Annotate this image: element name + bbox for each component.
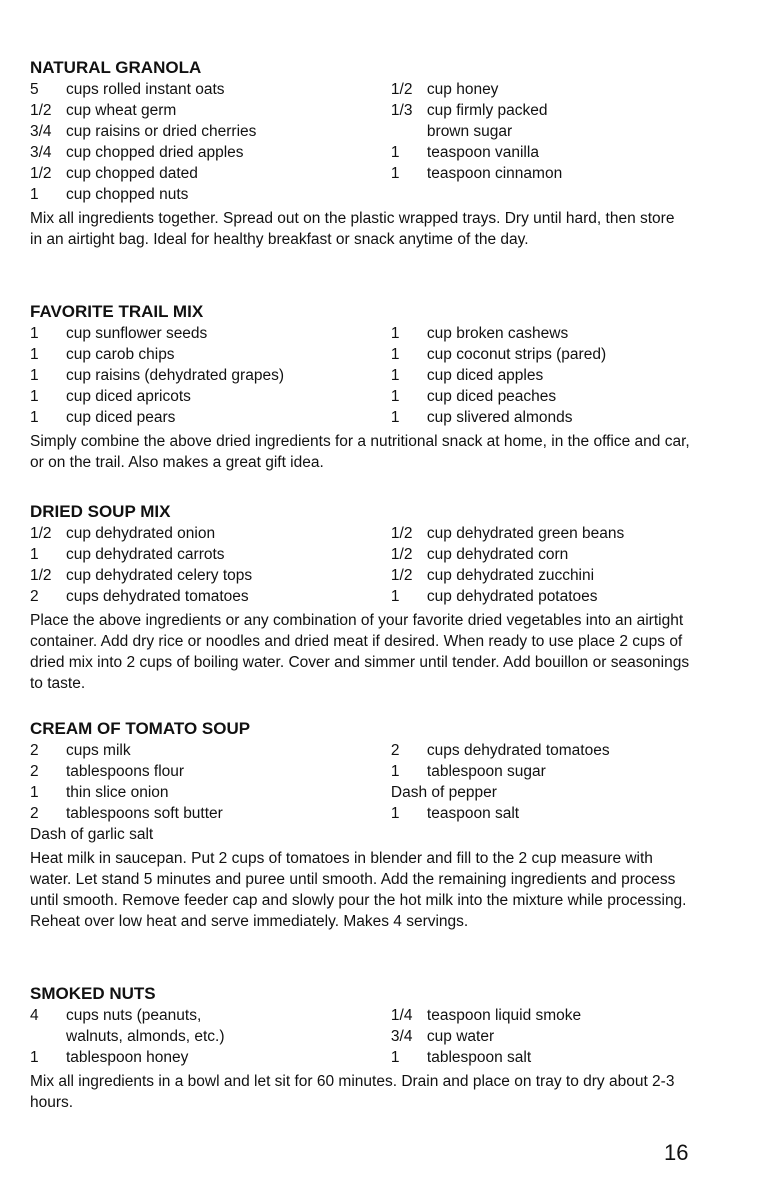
ingredient-row (391, 544, 690, 565)
recipe-title: NATURAL GRANOLA (30, 58, 202, 77)
ingredient-item: tablespoon sugar (426, 763, 546, 780)
ingredient-qty: 1/2 (30, 567, 52, 584)
ingredient-qty: 1/2 (390, 567, 413, 584)
recipe-title: CREAM OF TOMATO SOUP (30, 719, 251, 738)
recipe-smoked-nuts (30, 984, 690, 1113)
ingredient-qty: 1/3 (390, 102, 413, 119)
ingredient-qty: 1 (30, 409, 39, 426)
ingredient-item: walnuts, almonds, etc.) (66, 1028, 225, 1045)
ingredient-row (391, 565, 690, 586)
ingredient-row (30, 407, 391, 428)
ingredient-item: thin slice onion (66, 784, 169, 801)
ingredient-row (30, 386, 391, 407)
recipe-instructions: Place the above ingredients or any combination of your favorite dried vegetables into an airtight container. Add dry rice or noodles and dried meat if desired. When ready to use place 2 cups of dried mix into 2 cups of boiling water. Cover and simmer until tender. Add bouillon or seasonings to taste. (30, 612, 690, 692)
ingredients-left (30, 1005, 391, 1068)
ingredient-qty: 1 (30, 784, 39, 801)
ingredient-qty: 1 (390, 388, 400, 405)
ingredient-row (30, 523, 391, 544)
ingredient-qty: 3/4 (30, 123, 52, 140)
ingredient-qty: 1 (390, 763, 400, 780)
ingredients-right (391, 323, 690, 428)
ingredient-qty (30, 1026, 66, 1047)
ingredient-row (391, 344, 690, 365)
ingredient-columns (30, 323, 690, 428)
ingredient-row (391, 365, 690, 386)
ingredient-item: teaspoon vanilla (426, 144, 539, 161)
ingredient-qty: 1/2 (30, 525, 52, 542)
ingredient-item: cup water (426, 1028, 495, 1045)
ingredient-columns (30, 79, 690, 205)
ingredient-qty: 1 (30, 346, 39, 363)
ingredient-item: cup raisins or dried cherries (66, 123, 257, 140)
ingredient-row (30, 142, 391, 163)
ingredient-item: cup dehydrated carrots (66, 546, 225, 563)
ingredient-columns (30, 1005, 690, 1068)
ingredient-row (30, 1047, 391, 1068)
ingredient-item: cup raisins (dehydrated grapes) (66, 367, 284, 384)
recipe-instructions: Heat milk in saucepan. Put 2 cups of tomatoes in blender and fill to the 2 cup measure with water. Let stand 5 minutes and puree until smooth. Add the remaining ingredients and process until smooth. Remove feeder cap and slowly pour the hot milk into the mixture while processing. Reheat over low heat and serve immediately. Makes 4 servings. (30, 850, 687, 930)
ingredient-row (30, 1005, 391, 1026)
page-number: 16 (664, 1140, 689, 1165)
ingredient-row (391, 407, 690, 428)
ingredient-item: cup diced pears (66, 409, 176, 426)
ingredients-right (391, 79, 690, 205)
ingredient-row (391, 1047, 690, 1068)
ingredient-row (391, 740, 690, 761)
ingredient-qty: 1/4 (390, 1007, 413, 1024)
ingredient-item: cup wheat germ (66, 102, 177, 119)
ingredient-qty: 1 (390, 325, 400, 342)
ingredient-row (391, 782, 690, 803)
ingredient-qty: 1 (390, 409, 400, 426)
ingredient-row (30, 740, 391, 761)
ingredient-item: cups dehydrated tomatoes (426, 742, 610, 759)
ingredient-item: cup dehydrated potatoes (426, 588, 598, 605)
ingredient-qty: 2 (30, 742, 39, 759)
ingredient-row (30, 344, 391, 365)
ingredient-row (30, 544, 391, 565)
ingredient-row (391, 1005, 690, 1026)
ingredients-left (30, 740, 391, 845)
ingredient-item: cup diced peaches (426, 388, 557, 405)
ingredient-qty: 1 (390, 144, 400, 161)
ingredient-row (391, 163, 690, 184)
ingredient-item: cup chopped dried apples (66, 144, 244, 161)
ingredient-item: cup sunflower seeds (66, 325, 208, 342)
ingredient-item: brown sugar (426, 123, 513, 140)
ingredient-item: cup chopped dated (66, 165, 198, 182)
ingredient-row (391, 761, 690, 782)
ingredient-item: teaspoon cinnamon (426, 165, 563, 182)
recipe-title: FAVORITE TRAIL MIX (30, 302, 204, 321)
ingredient-qty: 1/2 (390, 546, 413, 563)
recipe-instructions: Simply combine the above dried ingredients for a nutritional snack at home, in the office and car, or on the trail. Also makes a great gift idea. (30, 433, 690, 471)
recipe-title: DRIED SOUP MIX (30, 502, 171, 521)
ingredient-item: cup honey (426, 81, 499, 98)
ingredient-row (391, 142, 690, 163)
ingredient-row (391, 100, 690, 121)
ingredient-columns (30, 740, 690, 845)
ingredient-qty: 1/2 (390, 525, 413, 542)
ingredient-row (391, 323, 690, 344)
ingredient-item: tablespoons soft butter (66, 805, 223, 822)
ingredient-qty: 3/4 (390, 1028, 413, 1045)
ingredient-row (30, 565, 391, 586)
ingredient-row (30, 323, 391, 344)
ingredient-item: cup firmly packed (426, 102, 548, 119)
ingredient-item: teaspoon liquid smoke (426, 1007, 582, 1024)
ingredient-item: cup carob chips (66, 346, 175, 363)
recipe-title: SMOKED NUTS (30, 984, 156, 1003)
ingredient-item: Dash of pepper (390, 784, 497, 801)
recipe-dried-soup-mix (30, 502, 690, 694)
recipe-instructions: Mix all ingredients together. Spread out on the plastic wrapped trays. Dry until hard, then store in an airtight bag. Ideal for healthy breakfast or snack anytime of the day. (30, 210, 675, 248)
ingredient-qty: 4 (30, 1007, 39, 1024)
ingredient-item: cup dehydrated celery tops (66, 567, 253, 584)
ingredient-qty: 1/2 (390, 81, 413, 98)
ingredient-item: cups nuts (peanuts, (66, 1007, 202, 1024)
ingredient-row (30, 824, 391, 845)
ingredient-qty: 2 (30, 763, 39, 780)
ingredient-row (391, 586, 690, 607)
ingredient-item: cup dehydrated zucchini (426, 567, 595, 584)
ingredient-qty: 2 (390, 742, 400, 759)
recipe-cream-of-tomato-soup (30, 719, 690, 932)
ingredient-qty: 1 (390, 165, 400, 182)
ingredient-item: cup coconut strips (pared) (426, 346, 607, 363)
ingredient-item: cup slivered almonds (426, 409, 573, 426)
ingredient-columns (30, 523, 690, 607)
ingredient-item: cups rolled instant oats (66, 81, 225, 98)
ingredient-row (30, 761, 391, 782)
ingredient-item: Dash of garlic salt (30, 826, 154, 843)
ingredient-qty: 1 (30, 367, 39, 384)
ingredient-qty: 2 (30, 805, 39, 822)
ingredient-row (391, 121, 690, 142)
ingredient-item: teaspoon salt (426, 805, 520, 822)
ingredient-row (391, 523, 690, 544)
ingredients-left (30, 323, 391, 428)
ingredient-item: cup broken cashews (426, 325, 569, 342)
ingredient-qty: 1 (390, 1049, 400, 1066)
ingredient-qty (391, 121, 427, 142)
ingredient-qty: 1 (390, 367, 400, 384)
ingredient-qty: 1/2 (30, 165, 52, 182)
ingredient-qty: 1 (390, 805, 400, 822)
ingredient-row (391, 386, 690, 407)
ingredient-row (391, 1026, 690, 1047)
ingredient-item: tablespoons flour (66, 763, 185, 780)
ingredient-item: cup diced apricots (66, 388, 191, 405)
ingredient-qty: 1 (30, 186, 39, 203)
ingredient-row (30, 79, 391, 100)
recipe-instructions: Mix all ingredients in a bowl and let sit for 60 minutes. Drain and place on tray to dry about 2-3 hours. (30, 1073, 675, 1111)
ingredients-right (391, 1005, 690, 1068)
ingredient-row (30, 121, 391, 142)
ingredients-right (391, 740, 690, 845)
ingredient-row (391, 803, 690, 824)
ingredients-right (391, 523, 690, 607)
ingredient-item: tablespoon honey (66, 1049, 189, 1066)
ingredient-qty: 1 (30, 325, 39, 342)
ingredient-item: cup chopped nuts (66, 186, 189, 203)
ingredient-item: cups milk (66, 742, 131, 759)
ingredient-row (30, 586, 391, 607)
ingredient-item: cup dehydrated onion (66, 525, 216, 542)
ingredient-qty: 1 (30, 546, 39, 563)
ingredient-item: cup dehydrated corn (426, 546, 569, 563)
ingredient-row (30, 365, 391, 386)
ingredient-row (30, 100, 391, 121)
ingredient-qty: 3/4 (30, 144, 52, 161)
ingredient-qty: 1 (30, 388, 39, 405)
ingredient-row (30, 1026, 391, 1047)
ingredient-item: tablespoon salt (426, 1049, 532, 1066)
ingredients-left (30, 523, 391, 607)
ingredient-qty: 2 (30, 588, 39, 605)
ingredient-row (30, 163, 391, 184)
ingredients-left (30, 79, 391, 205)
ingredient-row (30, 803, 391, 824)
ingredient-row (30, 184, 391, 205)
ingredient-qty: 1/2 (30, 102, 52, 119)
ingredient-item: cups dehydrated tomatoes (66, 588, 249, 605)
ingredient-qty: 1 (390, 588, 400, 605)
ingredient-item: cup dehydrated green beans (426, 525, 625, 542)
recipe-natural-granola (30, 58, 690, 250)
ingredient-row (391, 79, 690, 100)
ingredient-qty: 1 (30, 1049, 39, 1066)
recipe-favorite-trail-mix (30, 302, 690, 473)
ingredient-row (30, 782, 391, 803)
ingredient-qty: 5 (30, 81, 39, 98)
ingredient-qty: 1 (390, 346, 400, 363)
ingredient-item: cup diced apples (426, 367, 544, 384)
